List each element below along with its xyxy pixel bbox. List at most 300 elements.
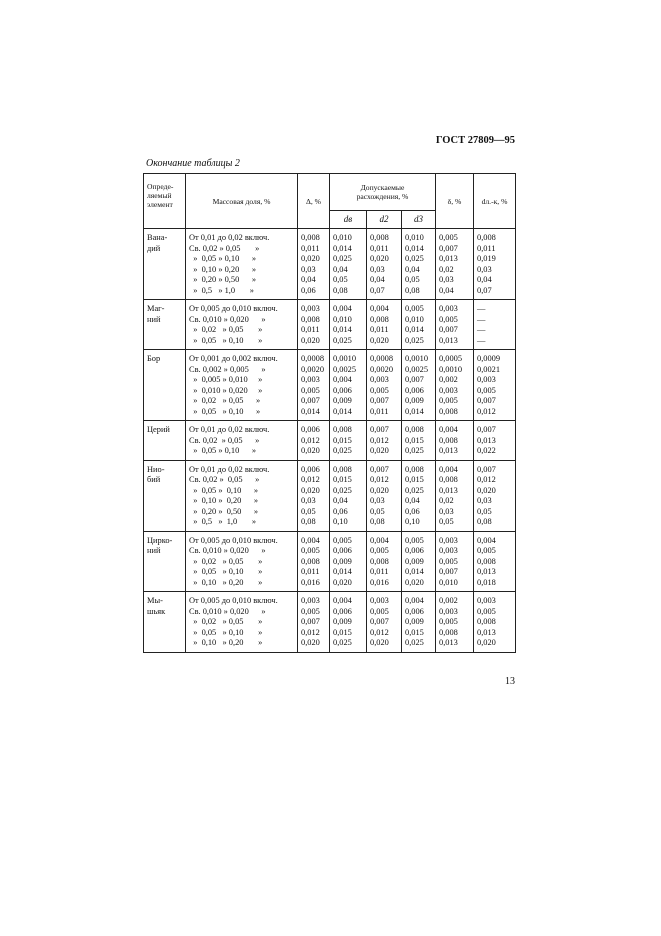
value-text: 0,04: [301, 275, 316, 284]
value-text: 0,019: [477, 254, 496, 263]
value-text: 0,007: [370, 396, 389, 405]
value-text: 0,005: [301, 546, 320, 555]
value-text: 0,0021: [477, 364, 501, 374]
value-text: 0,04: [405, 264, 420, 274]
value-text: 0,014: [405, 406, 424, 416]
value-text: 0,008: [439, 435, 458, 445]
mass-fraction-cell: [186, 421, 298, 461]
value-text: 0,004: [333, 304, 352, 313]
value-cell: [474, 421, 516, 461]
value-text: 0,008: [477, 617, 496, 626]
value-text: 0,003: [439, 535, 458, 545]
value-text: 0,0005: [439, 354, 463, 363]
value-text: 0,0008: [301, 354, 325, 363]
value-text: 0,010: [333, 233, 352, 242]
value-text: 0,007: [477, 396, 496, 405]
value-text: 0,05: [301, 506, 316, 516]
value-text: 0,009: [333, 396, 352, 405]
value-cell: [298, 350, 330, 421]
range-text: Св. 0,010 » 0,020 »: [189, 546, 266, 555]
value-text: 0,005: [439, 556, 458, 566]
value-text: 0,02: [439, 264, 454, 274]
value-text: 0,010: [405, 233, 424, 242]
value-text: 0,008: [333, 464, 352, 474]
value-text: 0,008: [439, 627, 458, 637]
value-text: 0,003: [477, 596, 496, 605]
value-text: 0,014: [405, 243, 424, 253]
value-text: 0,014: [405, 567, 424, 576]
value-text: 0,013: [477, 435, 496, 445]
range-text: Св. 0,02 » 0,05 »: [189, 435, 260, 445]
value-text: 0,014: [405, 325, 424, 334]
value-text: 0,012: [477, 406, 496, 416]
value-text: 0,007: [405, 375, 424, 384]
value-text: 0,025: [333, 335, 352, 345]
value-text: 0,003: [301, 375, 320, 384]
value-cell: [367, 460, 402, 531]
col-tolerances: Допускаемые расхождения, %: [330, 174, 436, 211]
value-cell: [367, 229, 402, 300]
value-text: 0,007: [439, 325, 458, 334]
range-text: » 0,5 » 1,0 »: [189, 517, 256, 526]
value-text: 0,011: [370, 567, 389, 576]
value-text: 0,011: [301, 243, 320, 253]
value-text: 0,020: [301, 638, 320, 647]
value-text: 0,007: [370, 464, 389, 474]
value-text: 0,08: [301, 517, 316, 526]
value-text: 0,008: [477, 233, 496, 242]
value-text: 0,020: [370, 335, 389, 345]
value-text: 0,011: [301, 325, 320, 334]
range-text: » 0,05 » 0,10 »: [189, 406, 261, 416]
col-sigma: δ, %: [436, 174, 474, 229]
value-text: 0,002: [439, 596, 458, 605]
value-cell: [402, 350, 436, 421]
range-text: » 0,010 » 0,020 »: [189, 385, 263, 395]
value-text: 0,007: [439, 243, 458, 253]
value-text: 0,018: [477, 577, 496, 587]
value-text: 0,004: [301, 535, 320, 545]
value-text: 0,020: [333, 577, 352, 587]
value-text: 0,013: [439, 254, 458, 263]
value-cell: [436, 460, 474, 531]
range-text: » 0,10 » 0,20 »: [189, 264, 256, 274]
value-text: 0,015: [405, 475, 424, 484]
value-text: 0,08: [405, 285, 420, 295]
value-text: 0,010: [405, 314, 424, 324]
mass-fraction-cell: [186, 531, 298, 592]
mass-fraction-cell: [186, 592, 298, 653]
value-cell: [330, 229, 367, 300]
range-text: » 0,02 » 0,05 »: [189, 396, 261, 405]
range-text: От 0,005 до 0,010 включ.: [189, 304, 278, 313]
value-text: 0,012: [477, 475, 496, 484]
range-text: » 0,05 » 0,10 »: [189, 567, 263, 576]
value-text: 0,007: [477, 425, 496, 434]
value-text: 0,06: [405, 506, 420, 516]
value-text: —: [477, 314, 486, 324]
value-text: 0,012: [301, 435, 320, 445]
range-text: Св. 0,002 » 0,005 »: [189, 364, 266, 374]
range-text: » 0,5 » 1,0 »: [189, 285, 254, 295]
value-text: 0,025: [405, 638, 424, 647]
value-text: 0,009: [405, 396, 424, 405]
value-text: 0,08: [370, 517, 385, 526]
value-cell: [330, 421, 367, 461]
value-text: 0,07: [477, 285, 492, 295]
value-text: 0,009: [405, 617, 424, 626]
value-text: 0,012: [370, 627, 389, 637]
value-text: 0,006: [301, 425, 320, 434]
value-text: 0,006: [333, 546, 352, 555]
value-text: 0,009: [333, 556, 352, 566]
element-name: Маг- ний: [144, 300, 186, 350]
range-text: » 0,005 » 0,010 »: [189, 375, 263, 384]
col-delta: Δ, %: [298, 174, 330, 229]
tolerance-table: [143, 173, 516, 653]
table-body: [144, 229, 516, 653]
range-text: » 0,20 » 0,50 »: [189, 506, 259, 516]
value-text: 0,009: [333, 617, 352, 626]
value-text: 0,07: [370, 285, 385, 295]
value-text: 0,014: [333, 406, 352, 416]
range-text: От 0,01 до 0,02 включ.: [189, 464, 270, 474]
value-text: 0,03: [370, 264, 385, 274]
value-text: 0,020: [477, 485, 496, 495]
value-text: 0,05: [405, 275, 420, 284]
table-group-row: [144, 460, 516, 531]
range-text: » 0,10 » 0,20 »: [189, 577, 263, 587]
value-text: 0,0025: [333, 364, 357, 374]
range-text: » 0,05 » 0,10 »: [189, 335, 263, 345]
value-text: —: [477, 335, 486, 345]
value-text: 0,003: [439, 546, 458, 555]
value-text: 0,10: [405, 517, 420, 526]
value-text: 0,020: [370, 446, 389, 455]
col-dv: dв: [330, 211, 367, 229]
value-text: 0,010: [439, 577, 458, 587]
value-cell: [436, 229, 474, 300]
value-text: 0,013: [439, 638, 458, 647]
value-text: 0,020: [301, 335, 320, 345]
value-cell: [402, 592, 436, 653]
value-cell: [474, 229, 516, 300]
value-cell: [436, 421, 474, 461]
value-text: 0,05: [477, 506, 492, 516]
col-d2: d2: [367, 211, 402, 229]
value-text: 0,025: [405, 446, 424, 455]
value-text: 0,008: [477, 556, 496, 566]
value-text: 0,008: [439, 406, 458, 416]
value-text: 0,004: [405, 596, 424, 605]
value-cell: [330, 531, 367, 592]
table-group-row: [144, 592, 516, 653]
value-text: 0,010: [333, 314, 352, 324]
value-text: 0,008: [370, 556, 389, 566]
value-text: 0,004: [370, 535, 389, 545]
value-cell: [367, 592, 402, 653]
value-text: 0,020: [301, 485, 320, 495]
value-text: 0,04: [477, 275, 492, 284]
element-name: Бор: [144, 350, 186, 421]
value-text: 0,04: [333, 496, 348, 505]
value-text: 0,006: [405, 606, 424, 616]
table-group-row: [144, 229, 516, 300]
value-cell: [474, 460, 516, 531]
value-text: 0,04: [439, 285, 454, 295]
range-text: Св. 0,010 » 0,020 »: [189, 314, 266, 324]
col-element: Опреде- ляемый элемент: [144, 174, 186, 229]
value-cell: [436, 592, 474, 653]
value-text: 0,005: [301, 385, 320, 395]
value-text: 0,005: [405, 535, 424, 545]
value-text: 0,015: [405, 627, 424, 637]
value-text: 0,005: [333, 535, 352, 545]
value-text: 0,0010: [405, 354, 429, 363]
value-text: 0,006: [301, 464, 320, 474]
value-text: 0,005: [439, 617, 458, 626]
value-cell: [436, 300, 474, 350]
value-text: 0,03: [439, 275, 454, 284]
value-text: 0,004: [439, 464, 458, 474]
standard-code: ГОСТ 27809—95: [435, 135, 515, 146]
value-text: 0,03: [477, 264, 492, 274]
value-text: —: [477, 304, 486, 313]
value-text: 0,003: [370, 375, 389, 384]
value-text: 0,020: [370, 485, 389, 495]
value-text: 0,03: [439, 506, 454, 516]
value-text: 0,04: [333, 264, 348, 274]
value-cell: [474, 300, 516, 350]
range-text: » 0,05 » 0,10 »: [189, 254, 256, 263]
value-text: 0,008: [333, 425, 352, 434]
value-text: 0,003: [439, 304, 458, 313]
value-text: 0,006: [333, 385, 352, 395]
value-text: 0,04: [370, 275, 385, 284]
value-text: 0,007: [301, 396, 320, 405]
value-cell: [298, 229, 330, 300]
page-number: 13: [505, 676, 515, 687]
col-dlk: dл.-к, %: [474, 174, 516, 229]
value-text: 0,02: [439, 496, 454, 505]
value-text: 0,005: [405, 304, 424, 313]
value-text: 0,025: [405, 485, 424, 495]
value-text: 0,0010: [333, 354, 357, 363]
value-cell: [436, 350, 474, 421]
value-text: 0,002: [439, 375, 458, 384]
value-cell: [330, 460, 367, 531]
value-text: 0,0010: [439, 364, 463, 374]
table-group-row: [144, 421, 516, 461]
value-text: 0,003: [477, 375, 496, 384]
value-text: 0,006: [333, 606, 352, 616]
value-cell: [298, 592, 330, 653]
value-text: 0,025: [333, 638, 352, 647]
value-text: 0,10: [333, 517, 348, 526]
value-text: 0,08: [477, 517, 492, 526]
value-text: 0,008: [405, 464, 424, 474]
element-name: Церий: [144, 421, 186, 461]
value-text: 0,020: [301, 446, 320, 455]
value-cell: [367, 531, 402, 592]
value-text: 0,05: [370, 506, 385, 516]
range-text: » 0,05 » 0,10 »: [189, 446, 256, 455]
value-text: —: [477, 325, 486, 334]
value-text: 0,025: [333, 446, 352, 455]
value-cell: [298, 531, 330, 592]
value-text: 0,003: [439, 385, 458, 395]
value-cell: [330, 592, 367, 653]
value-text: 0,008: [301, 314, 320, 324]
value-text: 0,025: [405, 254, 424, 263]
value-text: 0,004: [333, 375, 352, 384]
value-text: 0,005: [370, 546, 389, 555]
mass-fraction-cell: [186, 350, 298, 421]
value-text: 0,020: [301, 254, 320, 263]
value-cell: [436, 531, 474, 592]
value-text: 0,007: [477, 464, 496, 474]
value-text: 0,011: [370, 406, 389, 416]
value-text: 0,06: [301, 285, 316, 295]
table-group-row: [144, 531, 516, 592]
value-text: 0,014: [333, 567, 352, 576]
value-text: 0,004: [477, 535, 496, 545]
value-cell: [367, 421, 402, 461]
range-text: » 0,10 » 0,20 »: [189, 496, 259, 505]
value-text: 0,014: [333, 325, 352, 334]
value-text: 0,006: [405, 546, 424, 555]
element-name: Вана- дий: [144, 229, 186, 300]
value-text: 0,04: [405, 496, 420, 505]
value-text: 0,008: [370, 233, 389, 242]
value-text: 0,013: [439, 335, 458, 345]
value-text: 0,014: [301, 406, 320, 416]
range-text: » 0,05 » 0,10 »: [189, 485, 259, 495]
value-cell: [402, 421, 436, 461]
value-text: 0,020: [370, 254, 389, 263]
value-text: 0,0020: [301, 364, 325, 374]
value-text: 0,012: [301, 627, 320, 637]
value-text: 0,020: [477, 638, 496, 647]
range-text: Св. 0,010 » 0,020 »: [189, 606, 266, 616]
value-text: 0,03: [370, 496, 385, 505]
value-text: 0,013: [439, 446, 458, 455]
value-cell: [402, 300, 436, 350]
value-text: 0,008: [301, 233, 320, 242]
value-text: 0,005: [477, 385, 496, 395]
value-text: 0,005: [439, 233, 458, 242]
value-text: 0,03: [301, 496, 316, 505]
value-text: 0,005: [439, 396, 458, 405]
range-text: От 0,001 до 0,002 включ.: [189, 354, 278, 363]
value-text: 0,020: [405, 577, 424, 587]
value-text: 0,013: [477, 567, 496, 576]
range-text: От 0,005 до 0,010 включ.: [189, 596, 278, 605]
value-text: 0,005: [370, 606, 389, 616]
table-caption: Окончание таблицы 2: [146, 158, 240, 169]
value-cell: [474, 592, 516, 653]
col-d3: d3: [402, 211, 436, 229]
value-text: 0,03: [477, 496, 492, 505]
range-text: Св. 0,02 » 0,05 »: [189, 243, 260, 253]
value-text: 0,004: [370, 304, 389, 313]
value-text: 0,011: [477, 243, 496, 253]
value-text: 0,005: [301, 606, 320, 616]
value-text: 0,011: [370, 325, 389, 334]
value-cell: [402, 531, 436, 592]
element-name: Цирко- ний: [144, 531, 186, 592]
value-text: 0,008: [370, 314, 389, 324]
value-text: 0,013: [477, 627, 496, 637]
value-text: 0,014: [333, 243, 352, 253]
value-text: 0,003: [301, 304, 320, 313]
value-cell: [298, 460, 330, 531]
value-text: 0,013: [439, 485, 458, 495]
value-text: 0,08: [333, 285, 348, 295]
value-cell: [367, 300, 402, 350]
value-cell: [330, 350, 367, 421]
table-group-row: [144, 300, 516, 350]
col-mass-fraction: Массовая доля, %: [186, 174, 298, 229]
value-text: 0,012: [370, 435, 389, 445]
range-text: От 0,005 до 0,010 включ.: [189, 535, 278, 545]
value-text: 0,007: [439, 567, 458, 576]
value-text: 0,03: [301, 264, 316, 274]
mass-fraction-cell: [186, 300, 298, 350]
value-text: 0,005: [477, 606, 496, 616]
value-text: 0,016: [370, 577, 389, 587]
value-text: 0,005: [439, 314, 458, 324]
value-text: 0,007: [370, 617, 389, 626]
value-text: 0,06: [333, 506, 348, 516]
value-text: 0,012: [370, 475, 389, 484]
range-text: » 0,02 » 0,05 »: [189, 617, 263, 626]
value-text: 0,05: [439, 517, 454, 526]
value-text: 0,003: [301, 596, 320, 605]
value-text: 0,015: [405, 435, 424, 445]
range-text: » 0,10 » 0,20 »: [189, 638, 263, 647]
mass-fraction-cell: [186, 229, 298, 300]
value-text: 0,003: [370, 596, 389, 605]
value-cell: [474, 531, 516, 592]
range-text: От 0,01 до 0,02 включ.: [189, 425, 270, 434]
element-name: Нио- бий: [144, 460, 186, 531]
value-text: 0,005: [370, 385, 389, 395]
range-text: Св. 0,02 » 0,05 »: [189, 475, 260, 484]
value-text: 0,005: [477, 546, 496, 555]
value-text: 0,008: [405, 425, 424, 434]
value-text: 0,007: [301, 617, 320, 626]
value-text: 0,025: [333, 485, 352, 495]
value-text: 0,0025: [405, 364, 429, 374]
range-text: » 0,02 » 0,05 »: [189, 325, 263, 334]
value-text: 0,015: [333, 435, 352, 445]
value-cell: [298, 300, 330, 350]
value-text: 0,011: [370, 243, 389, 253]
value-text: 0,022: [477, 446, 496, 455]
value-text: 0,008: [439, 475, 458, 484]
value-text: 0,025: [333, 254, 352, 263]
range-text: От 0,01 до 0,02 включ.: [189, 233, 270, 242]
mass-fraction-cell: [186, 460, 298, 531]
value-text: 0,0020: [370, 364, 394, 374]
value-cell: [402, 229, 436, 300]
value-text: 0,020: [370, 638, 389, 647]
table-group-row: [144, 350, 516, 421]
range-text: » 0,05 » 0,10 »: [189, 627, 263, 637]
value-cell: [298, 421, 330, 461]
value-cell: [402, 460, 436, 531]
